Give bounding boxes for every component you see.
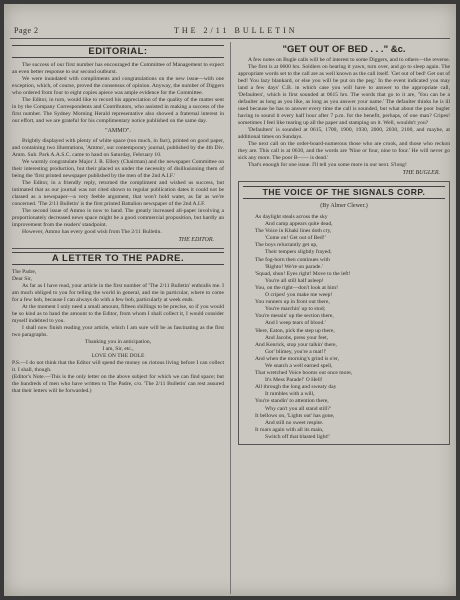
- letter-line: P.S.—I do not think that the Editor will spend the money on riotous living before I can collect it. I shall, though.: [12, 360, 224, 373]
- editorial-paragraph: The success of our first number has encouraged the Committee of Management to expect an even better response to our second outburst.: [12, 62, 224, 75]
- letter-line: Thanking you in anticipation,: [84, 339, 152, 345]
- getout-paragraph: That's enough for one issue. I'll tell you some more in our next. S'long!: [248, 162, 407, 168]
- editorial-paragraph: The Editor, in turn, would like to record his appreciation of the quality of the matter sent in by the Company Correspondents and Contributors, who assisted in making a success of the first number. The Sydney Morning Herald representative also showed a fraternal interest in our effort, and we are grateful for his complimentary notice published on the same day.: [12, 97, 224, 124]
- letter-line: At the moment I only need a small amount, fifteen shillings to be precise, so if you would be so kind as to hand the amount to the Editor, from whom I shall collect it, I would consider myself indebted to you.: [12, 304, 224, 324]
- poem-line: You, on the right—don't look at him!: [255, 284, 338, 291]
- editorial-paragraph: However, Ammo has every good wish from The 2/11 Bulletin.: [22, 229, 162, 235]
- poem-line: You're marchin' up to stud;: [265, 306, 326, 313]
- poem-line: It's Mess Parade!' O Hell!: [265, 377, 323, 384]
- poem-line: All through the long and sweaty day: [255, 384, 337, 391]
- editorial-paragraph: The second issue of Ammo is now to hand. The greatly increased all-paper involving a proportionately decreased news space might be a good commercial proposition, but hardly an improvement from the readers' standpoint.: [12, 208, 224, 228]
- poem-line: The fog-horn then continues with: [255, 256, 330, 263]
- poem-line: Why can't you all stand still?': [265, 405, 331, 412]
- poem-line: And Kenrick, stop your talkin' there,: [255, 341, 337, 348]
- editorial-paragraph: Brightly displayed with plenty of white space (too much, in fact), printed on good paper, and containing two illustrations, 'Ammo', our contemporary journal, published by the 4th Div. Amm. Sub. Park A.A.S.C. came to hand on Saturday, February 10.: [12, 138, 224, 158]
- poem-line: The Voice in Khaki lines doth cry,: [255, 228, 332, 235]
- poem-heading: THE VOICE OF THE SIGNALS CORP.: [243, 186, 445, 199]
- editorial-paragraph: We were inundated with compliments and congratulations on the new issue—with one exception, which, of course, proved the consensus of opinion. Anyway, the number of Diggers who ordered from four to eight copies apiece was ample evidence for the Committee.: [12, 76, 224, 96]
- letter-body: [12, 269, 224, 395]
- section-divider: [12, 248, 224, 249]
- poem-line: And Jacobs, press your feet,: [265, 334, 329, 341]
- poem-line: It bellows on, 'Lights out' has gone,: [255, 412, 335, 419]
- editor-note: (Editor's Note.—This is the only letter on the above subject for which we can find space; but the hundreds of men who have written to The Padre, c/o. 'The 2/11 Bulletin' can rest assured that their letters will be forwarded.): [12, 374, 224, 394]
- right-column: [238, 44, 450, 445]
- getout-body: [238, 57, 450, 177]
- getout-paragraph: The next call on the order-board-numerous those who are crook, and those who reckon they are. This call is at 0630, and the words are 'Nine or four, nine to four.' He will never go sick any more. The poor B—— is dead.': [238, 141, 450, 161]
- left-column: [12, 44, 224, 395]
- letter-line: As far as I have read, your article in the first number of 'The 2/11 Bulletin' enthralls me. I am much obliged to you for telling the world in general, and me in particular, where to come for a few bob, because I can always do with a few bob, particularly at week ends.: [12, 283, 224, 303]
- poem-line: You're all still half asleep!: [265, 277, 324, 284]
- poem-line: You runners up in front out there,: [255, 299, 330, 306]
- page-number: Page 2: [14, 26, 39, 35]
- getout-paragraph: 'Defaulters' is sounded at 0615, 1700, 1900, 1930, 2000, 2030, 2100, and maybe, at additional times on Sundays.: [238, 127, 450, 140]
- poem-line: And when the morning's grind is o'er,: [255, 355, 339, 362]
- poem-line: You're messin' up the section there,: [255, 313, 334, 320]
- header-rule: [10, 38, 450, 39]
- letter-line: I shall now finish reading your article, which I am sure will be as fascinating as the first two paragraphs.: [12, 325, 224, 338]
- editorial-paragraph: We warmly congratulate Major J. R. Ellery (Chairman) and the newspaper Committee on their interesting production, but their placed us under the necessity of disillusioning them of being the 'first printed newspaper published by the men of the 2nd A.I.F.': [12, 159, 224, 179]
- editorial-heading: EDITORIAL:: [12, 45, 224, 58]
- letter-line: Dear Sir,: [12, 276, 32, 282]
- poem-line: We snatch a well earned spell,: [265, 362, 333, 369]
- poem-line: And still no sweet respite.: [265, 419, 324, 426]
- poem-line: 'Squad, shun! Eyes right! Move to the left!: [255, 270, 351, 277]
- getout-heading: "GET OUT OF BED . . ." &c.: [282, 44, 406, 55]
- poem-line: 'Come on! Get out of Bed!': [265, 235, 326, 242]
- letter-signature: LOVE ON THE DOLE: [91, 353, 145, 359]
- poem-line: O cripes! you make me weep!: [265, 292, 333, 299]
- poem-line: 'Here, Eaton, pick the step up there,: [255, 327, 335, 334]
- newspaper-page: [4, 4, 456, 596]
- column-divider: [230, 42, 231, 594]
- poem-line: It rumbles with a will,: [265, 391, 315, 398]
- poem-box: [238, 181, 450, 445]
- editorial-body: [12, 62, 224, 244]
- letter-heading: A LETTER TO THE PADRE.: [12, 252, 224, 265]
- poem-line: Their tempers slightly frayed;: [265, 249, 332, 256]
- newspaper-title: THE 2/11 BULLETIN: [174, 26, 298, 35]
- poem-line: It roars again with all its main,: [255, 426, 324, 433]
- getout-signature: THE BUGLER.: [402, 170, 440, 176]
- getout-paragraph: A few notes on Bugle calls will be of interest to some Diggers, and to others—the reverse.: [248, 57, 450, 63]
- editorial-paragraph: The Editor, in a friendly reply, returned the compliment and wished us success, but intimated that as our journal was not cited shown to regular publication dates it could not be classed as a newspaper—a very feeble argument, that won't hold water, as far as we're concerned. 'The 2/11 Bulletin' is the first printed Battalion newspaper of the 2nd A.I.F.: [12, 180, 224, 207]
- poem-author: (By Almer Clewer.): [320, 203, 368, 209]
- poem-line: That wretched Voice booms out once more,: [255, 370, 353, 377]
- poem-line: 'Righto! We're on parade.': [265, 263, 323, 270]
- poem-line: And camp appears quite dead,: [265, 221, 333, 228]
- poem-body: [243, 214, 445, 441]
- poem-line: The boys reluctantly get up,: [255, 242, 318, 249]
- poem-line: Switch off that blasted light!': [265, 433, 330, 440]
- poem-line: You're standin' to attention there,: [255, 398, 329, 405]
- letter-line: The Padre,: [12, 269, 37, 275]
- letter-line: I am, Sir, etc.,: [102, 346, 134, 352]
- poem-line: As daylight steals across the sky: [255, 214, 328, 220]
- poem-line: And I weep tears of blood.': [265, 320, 326, 327]
- poem-line: Gor' blimey, you're a mat!!': [265, 348, 327, 355]
- ammo-subheading: "AMMO".: [105, 128, 131, 134]
- getout-paragraph: The first is at 0600 hrs. Soldiers on hearing it yawn, turn over, and go to sleep again. The appropriate words set to the call are as well known as the call itself. 'Get out of bed! Get out of bed! You lazy blankard, or else you will be put on the peg.' In the event indicated you may land a few days' C.B. in which case you will have to answer to the appropriate call, 'Defaulters', which is first sounded at 0615 hrs. The words that go to it are, 'You can be a defaulter as long as you like, as long as you answer your name.' The defaulter thinks he is ill used because he has to answer every time the call is sounded, but what about the poor bugler having to sound it every half hour after 7 p.m. for the benefit, perhaps, of one man? Cripes! sometimes I feel like tearing up all the paper and stamping on it. Well, wouldn't you?: [238, 64, 450, 126]
- editorial-signature: THE EDITOR.: [178, 237, 214, 243]
